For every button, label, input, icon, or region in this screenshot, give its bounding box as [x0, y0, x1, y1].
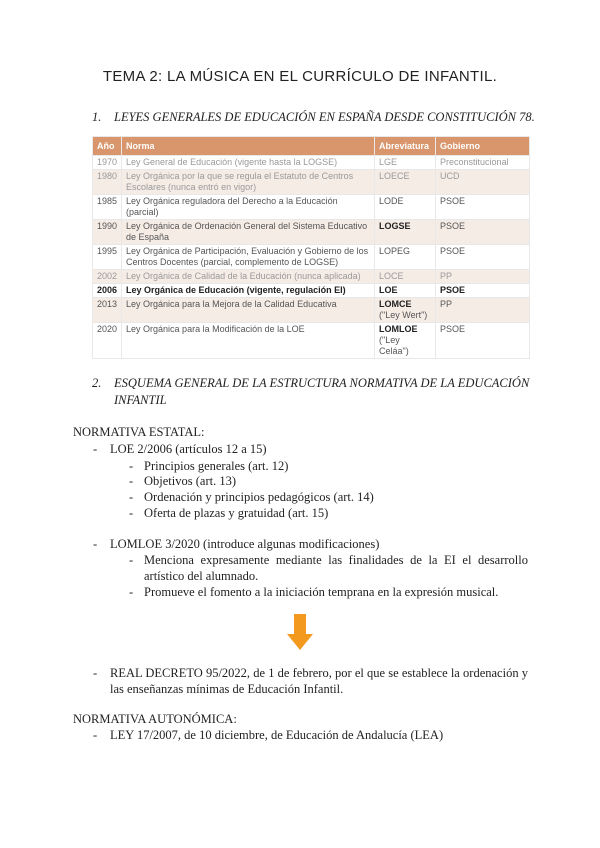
list-dash: - [93, 442, 98, 456]
cell-gobierno: PSOE [436, 220, 530, 245]
section-1-heading [92, 110, 535, 125]
list-item: Principios generales (art. 12) [144, 459, 289, 473]
down-arrow-icon [287, 614, 313, 650]
list-dash: - [129, 585, 134, 599]
list-item: Promueve el fomento a la iniciación temprana en la expresión musical. [144, 585, 499, 599]
cell-norma: Ley Orgánica de Ordenación General del Sistema Educativo de España [122, 220, 375, 245]
cell-year: 2006 [93, 284, 122, 298]
cell-gobierno: PSOE [436, 245, 530, 270]
abbr-text: LOMCE [379, 299, 412, 309]
cell-abbr [375, 284, 436, 298]
cell-year: 1995 [93, 245, 122, 270]
list-item: Oferta de plazas y gratuidad (art. 15) [144, 506, 329, 520]
list-dash: - [129, 474, 134, 488]
loe-item: LOE 2/2006 (artículos 12 a 15) [110, 442, 267, 456]
cell-norma: Ley Orgánica de Calidad de la Educación (nunca aplicada) [122, 270, 375, 284]
abbr-text: LOPEG [379, 246, 411, 256]
cell-year: 2013 [93, 298, 122, 323]
cell-gobierno: PSOE [436, 323, 530, 359]
cell-year: 2020 [93, 323, 122, 359]
cell-norma: Ley Orgánica para la Modificación de la LOE [122, 323, 375, 359]
list-dash: - [93, 537, 98, 551]
abbr-text: LOE [379, 285, 398, 295]
cell-abbr [375, 323, 436, 359]
section-1-number: 1. [92, 110, 102, 124]
real-decreto-item: REAL DECRETO 95/2022, de 1 de febrero, por el que se establece la ordenación y [110, 666, 528, 680]
cell-gobierno: PSOE [436, 284, 530, 298]
abbr-text: LODE [379, 196, 404, 206]
cell-year: 1970 [93, 156, 122, 170]
table-row [93, 245, 530, 270]
list-dash: - [129, 490, 134, 504]
list-dash: - [93, 666, 98, 680]
table-row [93, 323, 530, 359]
cell-gobierno: UCD [436, 170, 530, 195]
table-row [93, 284, 530, 298]
cell-norma: Ley Orgánica por la que se regula el Estatuto de Centros Escolares (nunca entró en vigor) [122, 170, 375, 195]
cell-norma: Ley Orgánica de Educación (vigente, regulación EI) [122, 284, 375, 298]
header-norma: Norma [122, 137, 375, 156]
cell-year: 2002 [93, 270, 122, 284]
header-gobierno: Gobierno [436, 137, 530, 156]
cell-gobierno: PP [436, 298, 530, 323]
cell-abbr [375, 298, 436, 323]
cell-abbr [375, 220, 436, 245]
section-2-line2: INFANTIL [114, 393, 167, 407]
cell-abbr [375, 245, 436, 270]
cell-norma: Ley General de Educación (vigente hasta la LOGSE) [122, 156, 375, 170]
table-row [93, 298, 530, 323]
table-row [93, 156, 530, 170]
cell-abbr [375, 270, 436, 284]
list-item: Menciona expresamente mediante las finalidades de la EI el desarrollo [144, 553, 528, 567]
header-year: Año [93, 137, 122, 156]
table-row [93, 170, 530, 195]
cell-year: 1990 [93, 220, 122, 245]
normativa-estatal-label: NORMATIVA ESTATAL: [73, 425, 205, 439]
cell-gobierno: PP [436, 270, 530, 284]
table-row [93, 270, 530, 284]
cell-norma: Ley Orgánica de Participación, Evaluación y Gobierno de los Centros Docentes (parcial, complemento de LOGSE) [122, 245, 375, 270]
cell-norma: Ley Orgánica reguladora del Derecho a la Educación (parcial) [122, 195, 375, 220]
real-decreto-continuation: las enseñanzas mínimas de Educación Infantil. [110, 682, 344, 696]
header-abbr: Abreviatura [375, 137, 436, 156]
abbr-nickname: ("Ley Celáa") [379, 335, 409, 356]
abbr-text: LOGSE [379, 221, 411, 231]
table-row [93, 195, 530, 220]
lomloe-item: LOMLOE 3/2020 (introduce algunas modificaciones) [110, 537, 380, 551]
laws-table [92, 136, 530, 359]
list-dash: - [93, 728, 98, 742]
table-row [93, 220, 530, 245]
cell-year: 1980 [93, 170, 122, 195]
abbr-text: LOECE [379, 171, 410, 181]
cell-year: 1985 [93, 195, 122, 220]
cell-gobierno: PSOE [436, 195, 530, 220]
list-dash: - [129, 553, 134, 567]
abbr-text: LOCE [379, 271, 404, 281]
lea-item: LEY 17/2007, de 10 diciembre, de Educación de Andalucía (LEA) [110, 728, 444, 742]
cell-norma: Ley Orgánica para la Mejora de la Calidad Educativa [122, 298, 375, 323]
list-dash: - [129, 506, 134, 520]
cell-gobierno: Preconstitucional [436, 156, 530, 170]
list-item: Objetivos (art. 13) [144, 474, 236, 488]
list-dash: - [129, 459, 134, 473]
abbr-nickname: ("Ley Wert") [379, 310, 428, 320]
cell-abbr [375, 170, 436, 195]
cell-abbr [375, 195, 436, 220]
section-2-heading [92, 376, 529, 408]
cell-abbr [375, 156, 436, 170]
abbr-text: LOMLOE [379, 324, 418, 334]
table-header-row [93, 137, 530, 156]
page-title: TEMA 2: LA MÚSICA EN EL CURRÍCULO DE INFANTIL. [102, 68, 498, 85]
section-2-number: 2. [92, 376, 102, 390]
list-item-continuation: artístico del alumnado. [144, 569, 259, 583]
section-2-line1: ESQUEMA GENERAL DE LA ESTRUCTURA NORMATIVA DE LA EDUCACIÓN [114, 376, 530, 390]
section-1-text: LEYES GENERALES DE EDUCACIÓN EN ESPAÑA DESDE CONSTITUCIÓN 78. [114, 110, 535, 124]
list-item: Ordenación y principios pedagógicos (art. 14) [144, 490, 374, 504]
abbr-text: LGE [379, 157, 398, 167]
normativa-autonomica-label: NORMATIVA AUTONÓMICA: [73, 712, 237, 726]
